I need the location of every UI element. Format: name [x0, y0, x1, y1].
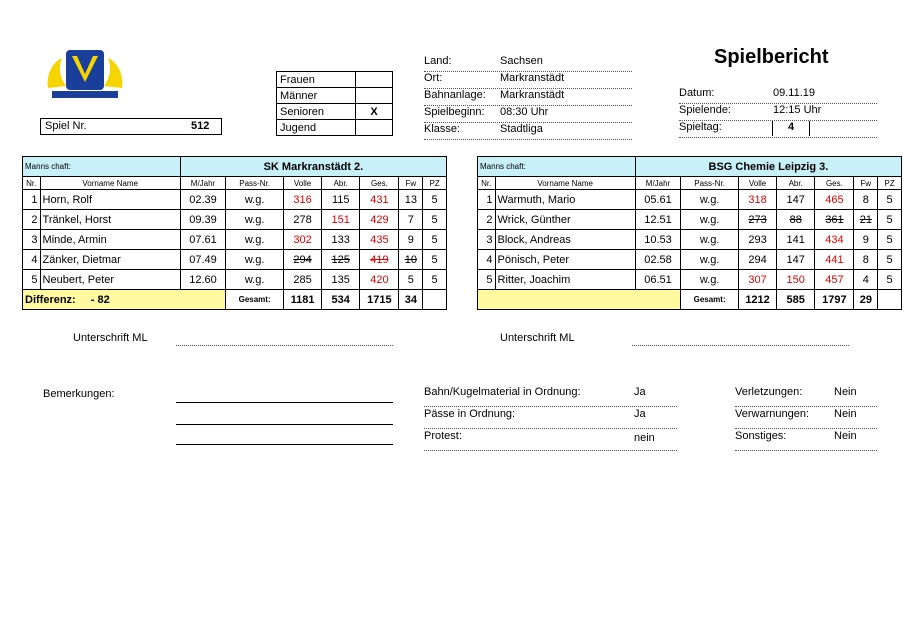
cell-mj[interactable]: 06.51 [635, 270, 680, 290]
cell-abr[interactable]: 133 [322, 230, 360, 250]
cell-fw[interactable]: 10 [399, 250, 423, 270]
cell-abr[interactable]: 125 [322, 250, 360, 270]
cell-nr[interactable]: 1 [23, 190, 41, 210]
land-label: Land: [424, 55, 452, 67]
cell-fw[interactable]: 7 [399, 210, 423, 230]
cell-pz[interactable]: 5 [878, 250, 902, 270]
cell-pz[interactable]: 5 [423, 250, 447, 270]
club-crest-logo [44, 48, 126, 100]
cell-nr[interactable]: 4 [478, 250, 496, 270]
cell-volle[interactable]: 278 [283, 210, 321, 230]
column-header-row [23, 177, 447, 190]
spielbeginn-label: Spielbeginn: [424, 106, 485, 118]
cell-nr[interactable]: 5 [478, 270, 496, 290]
cell-ges[interactable]: 465 [815, 190, 854, 210]
cell-volle[interactable]: 285 [283, 270, 321, 290]
cell-pass[interactable]: w.g. [681, 270, 739, 290]
spieltag-value[interactable]: 4 [772, 121, 810, 136]
page-title: Spielbericht [714, 46, 829, 68]
cell-volle[interactable]: 293 [738, 230, 776, 250]
signature-line-right[interactable] [632, 345, 849, 346]
cell-fw[interactable]: 5 [399, 270, 423, 290]
cell-volle[interactable]: 316 [283, 190, 321, 210]
land-row [424, 55, 632, 72]
ges-header: Ges. [815, 177, 854, 190]
category-label: Männer [277, 88, 356, 104]
datum-row [679, 87, 877, 104]
datum-value[interactable]: 09.11.19 [773, 87, 816, 99]
total-abr: 585 [777, 290, 815, 310]
cell-pass[interactable]: w.g. [226, 210, 284, 230]
header-info-right [679, 87, 877, 138]
cell-pass[interactable]: w.g. [681, 210, 739, 230]
cell-ges[interactable]: 441 [815, 250, 854, 270]
cell-volle[interactable]: 302 [283, 230, 321, 250]
check-value[interactable]: Nein [834, 408, 857, 420]
cell-pz[interactable]: 5 [878, 230, 902, 250]
cell-nr[interactable]: 5 [23, 270, 41, 290]
team-name: BSG Chemie Leipzig 3. [635, 157, 901, 177]
cell-ges[interactable]: 419 [360, 250, 399, 270]
abr-header: Abr. [777, 177, 815, 190]
category-label: Senioren [277, 104, 356, 120]
checks-right [735, 386, 877, 451]
cell-ges[interactable]: 457 [815, 270, 854, 290]
check-label: Verletzungen: [735, 386, 803, 398]
cell-volle[interactable]: 318 [738, 190, 776, 210]
spiel-nr-value[interactable]: 512 [191, 120, 210, 132]
total-row [23, 290, 447, 310]
ort-row [424, 72, 632, 89]
cell-nr[interactable]: 4 [23, 250, 41, 270]
cell-name[interactable]: Pönisch, Peter [495, 250, 635, 270]
check-value[interactable]: Ja [634, 408, 646, 420]
bemerkungen-line[interactable] [176, 424, 393, 425]
cell-nr[interactable]: 1 [478, 190, 496, 210]
bahnanlage-row [424, 89, 632, 106]
name-header: Vorname Name [495, 177, 635, 190]
cell-pz[interactable]: 5 [878, 270, 902, 290]
cell-volle[interactable]: 273 [738, 210, 776, 230]
cell-pz[interactable]: 5 [423, 230, 447, 250]
signature-label-left: Unterschrift ML [73, 332, 148, 344]
cell-abr[interactable]: 88 [777, 210, 815, 230]
category-mark[interactable]: X [356, 104, 393, 120]
team-name: SK Markranstädt 2. [180, 157, 446, 177]
pz-header: PZ [878, 177, 902, 190]
differenz-cell [478, 290, 681, 310]
spielbeginn-value[interactable]: 08:30 Uhr [500, 106, 549, 118]
cell-mj[interactable]: 07.61 [180, 230, 225, 250]
cell-pz[interactable]: 5 [878, 210, 902, 230]
cell-fw[interactable]: 9 [399, 230, 423, 250]
cell-abr[interactable]: 147 [777, 190, 815, 210]
spielende-label: Spielende: [679, 104, 731, 116]
mannschaft-label: Manns chaft: [478, 157, 636, 177]
total-row [478, 290, 902, 310]
check-label: Bahn/Kugelmaterial in Ordnung: [424, 386, 581, 398]
spiel-nr-box [40, 118, 222, 135]
total-abr: 534 [322, 290, 360, 310]
cell-name[interactable]: Block, Andreas [495, 230, 635, 250]
spiel-nr-label: Spiel Nr. [45, 120, 87, 132]
check-row [735, 408, 877, 429]
check-label: Verwarnungen: [735, 408, 809, 420]
cell-ges[interactable]: 431 [360, 190, 399, 210]
category-label: Frauen [277, 72, 356, 88]
cell-abr[interactable]: 135 [322, 270, 360, 290]
cell-nr[interactable]: 3 [478, 230, 496, 250]
passnr-header: Pass-Nr. [226, 177, 284, 190]
check-row [735, 430, 877, 451]
mjahr-header: M/Jahr [635, 177, 680, 190]
spielbeginn-row [424, 106, 632, 123]
category-mark[interactable] [356, 72, 393, 88]
table-row [478, 230, 902, 250]
differenz-label: Differenz: [25, 293, 76, 306]
spielende-value[interactable]: 12:15 Uhr [773, 104, 822, 116]
table-row [478, 210, 902, 230]
cell-fw[interactable]: 8 [854, 190, 878, 210]
differenz-cell [23, 290, 226, 310]
table-row [478, 270, 902, 290]
check-label: Protest: [424, 430, 462, 442]
cell-abr[interactable]: 147 [777, 250, 815, 270]
check-row [735, 386, 877, 407]
category-mark[interactable] [356, 88, 393, 104]
total-fw: 34 [399, 290, 423, 310]
klasse-value[interactable]: Stadtliga [500, 123, 543, 135]
check-label: Pässe in Ordnung: [424, 408, 516, 420]
table-row [23, 250, 447, 270]
ort-label: Ort: [424, 72, 443, 84]
bemerkungen-line[interactable] [176, 402, 393, 403]
gesamt-label: Gesamt: [226, 290, 284, 310]
land-value[interactable]: Sachsen [500, 55, 543, 67]
bahnanlage-label: Bahnanlage: [424, 89, 486, 101]
check-value[interactable]: Ja [634, 386, 646, 398]
abr-header: Abr. [322, 177, 360, 190]
cell-mj[interactable]: 02.39 [180, 190, 225, 210]
category-mark[interactable] [356, 120, 393, 136]
cell-pz[interactable]: 5 [878, 190, 902, 210]
cell-pass[interactable]: w.g. [226, 230, 284, 250]
total-ges: 1715 [360, 290, 399, 310]
pz-header: PZ [423, 177, 447, 190]
cell-name[interactable]: Wrick, Günther [495, 210, 635, 230]
total-volle: 1181 [283, 290, 321, 310]
cell-pass[interactable]: w.g. [226, 250, 284, 270]
klasse-row [424, 123, 632, 140]
check-row [424, 430, 677, 451]
check-label: Sonstiges: [735, 430, 787, 442]
cell-mj[interactable]: 10.53 [635, 230, 680, 250]
team1-table [22, 156, 447, 310]
cell-abr[interactable]: 141 [777, 230, 815, 250]
cell-mj[interactable]: 09.39 [180, 210, 225, 230]
cell-pz[interactable]: 5 [423, 210, 447, 230]
cell-mj[interactable]: 02.58 [635, 250, 680, 270]
nr-header: Nr. [478, 177, 496, 190]
cell-pass[interactable]: w.g. [226, 190, 284, 210]
passnr-header: Pass-Nr. [681, 177, 739, 190]
cell-ges[interactable]: 435 [360, 230, 399, 250]
cell-name[interactable]: Warmuth, Mario [495, 190, 635, 210]
category-row [277, 104, 393, 120]
datum-label: Datum: [679, 87, 715, 99]
cell-abr[interactable]: 150 [777, 270, 815, 290]
check-value[interactable]: Nein [834, 430, 857, 442]
total-pz [878, 290, 902, 310]
check-value[interactable]: nein [634, 432, 655, 444]
cell-fw[interactable]: 21 [854, 210, 878, 230]
cell-nr[interactable]: 3 [23, 230, 41, 250]
cell-fw[interactable]: 13 [399, 190, 423, 210]
fw-header: Fw [399, 177, 423, 190]
cell-abr[interactable]: 115 [322, 190, 360, 210]
cell-pz[interactable]: 5 [423, 190, 447, 210]
cell-abr[interactable]: 151 [322, 210, 360, 230]
cell-volle[interactable]: 294 [283, 250, 321, 270]
ort-value[interactable]: Markranstädt [500, 72, 565, 84]
signature-label-right: Unterschrift ML [500, 332, 575, 344]
cell-fw[interactable]: 8 [854, 250, 878, 270]
differenz-value: - 82 [90, 293, 110, 306]
cell-name[interactable]: Neubert, Peter [40, 270, 180, 290]
cell-pass[interactable]: w.g. [681, 230, 739, 250]
category-row [277, 72, 393, 88]
cell-mj[interactable]: 12.60 [180, 270, 225, 290]
category-row [277, 88, 393, 104]
table-row [478, 250, 902, 270]
cell-pass[interactable]: w.g. [681, 250, 739, 270]
bahnanlage-value[interactable]: Markranstädt [500, 89, 565, 101]
nr-header: Nr. [23, 177, 41, 190]
cell-name[interactable]: Zänker, Dietmar [40, 250, 180, 270]
category-table [276, 71, 393, 136]
table-row [23, 270, 447, 290]
column-header-row [478, 177, 902, 190]
klasse-label: Klasse: [424, 123, 461, 135]
team2-table [477, 156, 902, 310]
check-value[interactable]: Nein [834, 386, 857, 398]
cell-ges[interactable]: 429 [360, 210, 399, 230]
volle-header: Volle [283, 177, 321, 190]
cell-fw[interactable]: 4 [854, 270, 878, 290]
cell-name[interactable]: Horn, Rolf [40, 190, 180, 210]
cell-volle[interactable]: 307 [738, 270, 776, 290]
cell-pass[interactable]: w.g. [226, 270, 284, 290]
cell-name[interactable]: Tränkel, Horst [40, 210, 180, 230]
team-header-row [478, 157, 902, 177]
cell-mj[interactable]: 07.49 [180, 250, 225, 270]
bemerkungen-line[interactable] [176, 444, 393, 445]
table-row [23, 210, 447, 230]
cell-ges[interactable]: 420 [360, 270, 399, 290]
total-pz [423, 290, 447, 310]
header-info-left [424, 55, 632, 140]
volle-header: Volle [738, 177, 776, 190]
bemerkungen-label: Bemerkungen: [43, 388, 115, 400]
table-row [23, 230, 447, 250]
mjahr-header: M/Jahr [180, 177, 225, 190]
cell-nr[interactable]: 2 [478, 210, 496, 230]
cell-nr[interactable]: 2 [23, 210, 41, 230]
cell-name[interactable]: Minde, Armin [40, 230, 180, 250]
spielende-row [679, 104, 877, 121]
mannschaft-label: Manns chaft: [23, 157, 181, 177]
ges-header: Ges. [360, 177, 399, 190]
category-row [277, 120, 393, 136]
cell-pz[interactable]: 5 [423, 270, 447, 290]
fw-header: Fw [854, 177, 878, 190]
cell-ges[interactable]: 361 [815, 210, 854, 230]
checks-left [424, 386, 677, 451]
total-volle: 1212 [738, 290, 776, 310]
spieltag-row [679, 121, 877, 138]
team-header-row [23, 157, 447, 177]
cell-name[interactable]: Ritter, Joachim [495, 270, 635, 290]
total-fw: 29 [854, 290, 878, 310]
name-header: Vorname Name [40, 177, 180, 190]
cell-mj[interactable]: 12.51 [635, 210, 680, 230]
category-label: Jugend [277, 120, 356, 136]
cell-fw[interactable]: 9 [854, 230, 878, 250]
signature-line-left[interactable] [176, 345, 393, 346]
cell-mj[interactable]: 05.61 [635, 190, 680, 210]
cell-pass[interactable]: w.g. [681, 190, 739, 210]
gesamt-label: Gesamt: [681, 290, 739, 310]
total-ges: 1797 [815, 290, 854, 310]
check-row [424, 386, 677, 407]
cell-ges[interactable]: 434 [815, 230, 854, 250]
check-row [424, 408, 677, 429]
cell-volle[interactable]: 294 [738, 250, 776, 270]
table-row [23, 190, 447, 210]
table-row [478, 190, 902, 210]
spieltag-label: Spieltag: [679, 121, 722, 133]
